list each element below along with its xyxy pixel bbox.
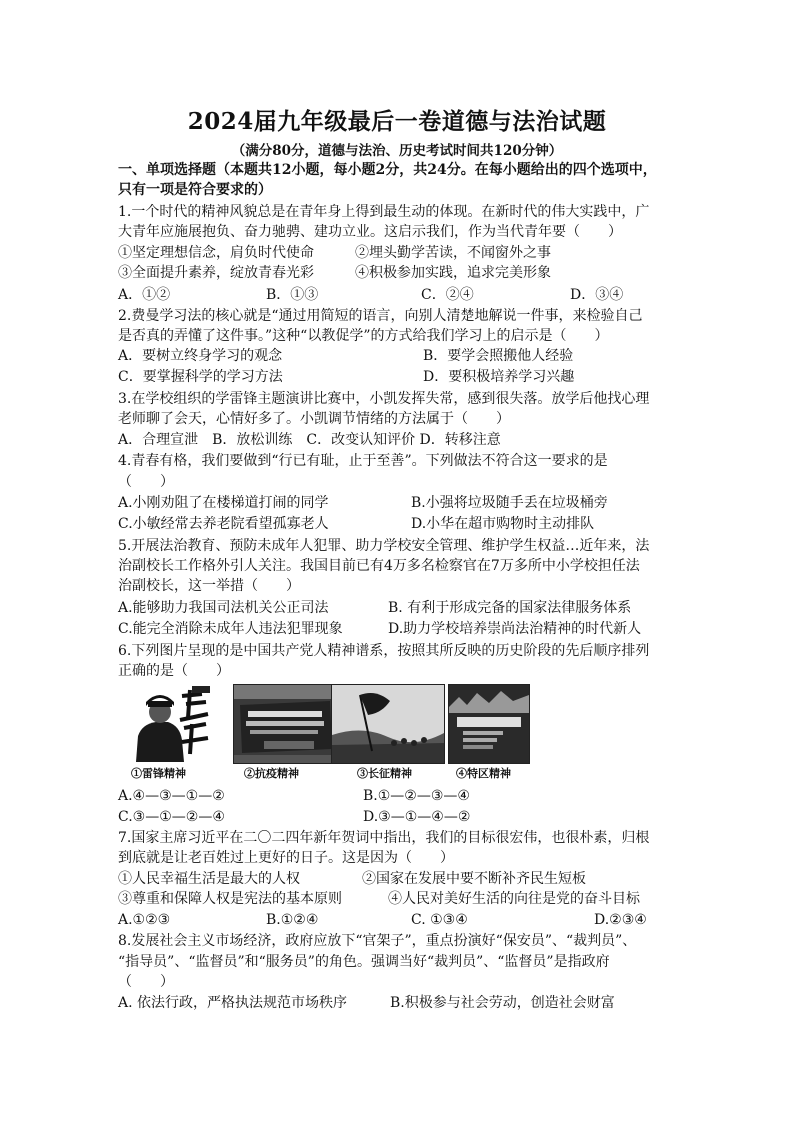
q6-option-d: D.③—①—④—② (363, 809, 471, 825)
q4-stem-cont: （ ） (118, 474, 174, 490)
q1-statement-1: ①坚定理想信念，肩负时代使命 (118, 245, 314, 261)
q5-stem-cont2: 治副校长，这一举措（ ） (118, 578, 300, 594)
q6-image-kangyi (233, 684, 338, 764)
q3-stem-cont: 老师聊了会天，心情好多了。小凯调节情绪的方法属于（ ） (118, 411, 510, 427)
q7-statement-1: ①人民幸福生活是最大的人权 (118, 871, 300, 887)
q1-statement-3: ③全面提升素养，绽放青春光彩 (118, 265, 314, 281)
q5-option-c: C.能完全消除未成年人违法犯罪现象 (118, 621, 343, 637)
q2-option-d: D．要积极培养学习兴趣 (423, 369, 575, 385)
q6-image-tequ (448, 684, 530, 764)
q7-stem-cont: 到底就是让老百姓过上更好的日子。这是因为（ ） (118, 850, 454, 866)
q8-stem-cont2: （ ） (118, 974, 174, 990)
q1-statement-4: ④积极参加实践，追求完美形象 (355, 265, 551, 281)
q7-statement-3: ③尊重和保障人权是宪法的基本原则 (118, 891, 342, 907)
q7-statement-4: ④人民对美好生活的向往是党的奋斗目标 (388, 891, 640, 907)
q6-option-a: A.④—③—①—② (118, 788, 225, 804)
q6-option-b: B.①—②—③—④ (363, 788, 470, 804)
q6-image-changzheng (331, 684, 445, 764)
q7-option-a: A.①②③ (118, 912, 171, 928)
q7-option-c: C. ①③④ (411, 912, 468, 928)
q5-stem: 5.开展法治教育、预防未成年人犯罪、助力学校安全管理、维护学生权益…近年来，法 (118, 538, 650, 554)
q2-option-a: A．要树立终身学习的观念 (118, 348, 283, 364)
q1-statement-2: ②埋头勤学苦读，不闻窗外之事 (355, 245, 551, 261)
q1-stem: 1.一个时代的精神风貌总是在青年身上得到最生动的体现。在新时代的伟大实践中，广 (118, 204, 650, 220)
q6-image-leifeng (128, 684, 214, 762)
q1-option-d: D．③④ (570, 287, 624, 303)
q2-stem: 2.费曼学习法的核心就是“通过用简短的语言，向别人清楚地解说一件事，来检验自己 (118, 308, 643, 324)
q4-option-a: A.小刚劝阻了在楼梯道打闹的同学 (118, 495, 329, 511)
q6-stem-cont: 正确的是（ ） (118, 663, 230, 679)
section-heading: 一、单项选择题（本题共12小题，每小题2分，共24分。在每小题给出的四个选项中， (118, 162, 657, 178)
tequ-book-icon (449, 685, 529, 763)
leifeng-portrait-icon (128, 684, 214, 762)
q5-stem-cont: 治副校长工作格外引人关注。我国目前已有4万多名检察官在7万多所中小学校担任法 (118, 558, 640, 574)
q7-statement-2: ②国家在发展中要不断补齐民生短板 (362, 871, 586, 887)
kangyi-book-icon (234, 685, 337, 763)
q6-caption-2: ②抗疫精神 (244, 767, 299, 780)
q1-option-b: B．①③ (266, 287, 319, 303)
q8-stem-cont: “指导员”、“监督员”和“服务员”的角色。强调当好“裁判员”、“监督员”是指政府 (118, 954, 610, 970)
q1-option-a: A．①② (118, 287, 171, 303)
q7-option-b: B.①②④ (266, 912, 319, 928)
q6-option-c: C.③—①—②—④ (118, 809, 225, 825)
q7-option-d: D.②③④ (594, 912, 647, 928)
q3-stem: 3.在学校组织的学雷锋主题演讲比赛中，小凯发挥失常，感到很失落。放学后他找心理 (118, 391, 650, 407)
q2-stem-cont: 是否真的弄懂了这件事。”这种“以教促学”的方式给我们学习上的启示是（ ） (118, 328, 609, 344)
q8-option-b: B.积极参与社会劳动，创造社会财富 (390, 995, 615, 1011)
q7-stem: 7.国家主席习近平在二〇二四年新年贺词中指出，我们的目标很宏伟，也很朴素，归根 (118, 830, 650, 846)
q4-stem: 4.青春有格，我们要做到“行已有耻，止于至善”。下列做法不符合这一要求的是 (118, 453, 608, 469)
page-title: 2024届九年级最后一卷道德与法治试题 (187, 108, 607, 135)
q6-caption-1: ①雷锋精神 (131, 767, 186, 780)
q6-caption-4: ④特区精神 (456, 767, 511, 780)
q2-option-c: C．要掌握科学的学习方法 (118, 369, 283, 385)
q5-option-b: B. 有利于形成完备的国家法律服务体系 (388, 600, 632, 616)
q3-options: A．合理宣泄 B．放松训练 C．改变认知评价 D．转移注意 (118, 432, 501, 448)
section-heading-cont: 只有一项是符合要求的） (118, 182, 272, 198)
q1-option-c: C．②④ (421, 287, 474, 303)
q2-option-b: B．要学会照搬他人经验 (423, 348, 574, 364)
q8-option-a: A. 依法行政，严格执法规范市场秩序 (118, 995, 348, 1011)
q6-caption-3: ③长征精神 (357, 767, 412, 780)
q1-stem-cont: 大青年应施展抱负、奋力驰骋、建功立业。这启示我们，作为当代青年要（ ） (118, 224, 622, 240)
changzheng-flag-icon (332, 685, 444, 763)
page-subtitle: （满分80分，道德与法治、历史考试时间共120分钟） (231, 143, 563, 159)
q4-option-c: C.小敏经常去养老院看望孤寡老人 (118, 516, 329, 532)
q8-stem: 8.发展社会主义市场经济，政府应放下“官架子”，重点扮演好“保安员”、“裁判员”、 (118, 933, 637, 949)
q4-option-d: D.小华在超市购物时主动排队 (411, 516, 595, 532)
q5-option-d: D.助力学校培养崇尚法治精神的时代新人 (388, 621, 642, 637)
q4-option-b: B.小强将垃圾随手丢在垃圾桶旁 (411, 495, 608, 511)
q6-stem: 6.下列图片呈现的是中国共产党人精神谱系，按照其所反映的历史阶段的先后顺序排列 (118, 643, 650, 659)
q5-option-a: A.能够助力我国司法机关公正司法 (118, 600, 329, 616)
